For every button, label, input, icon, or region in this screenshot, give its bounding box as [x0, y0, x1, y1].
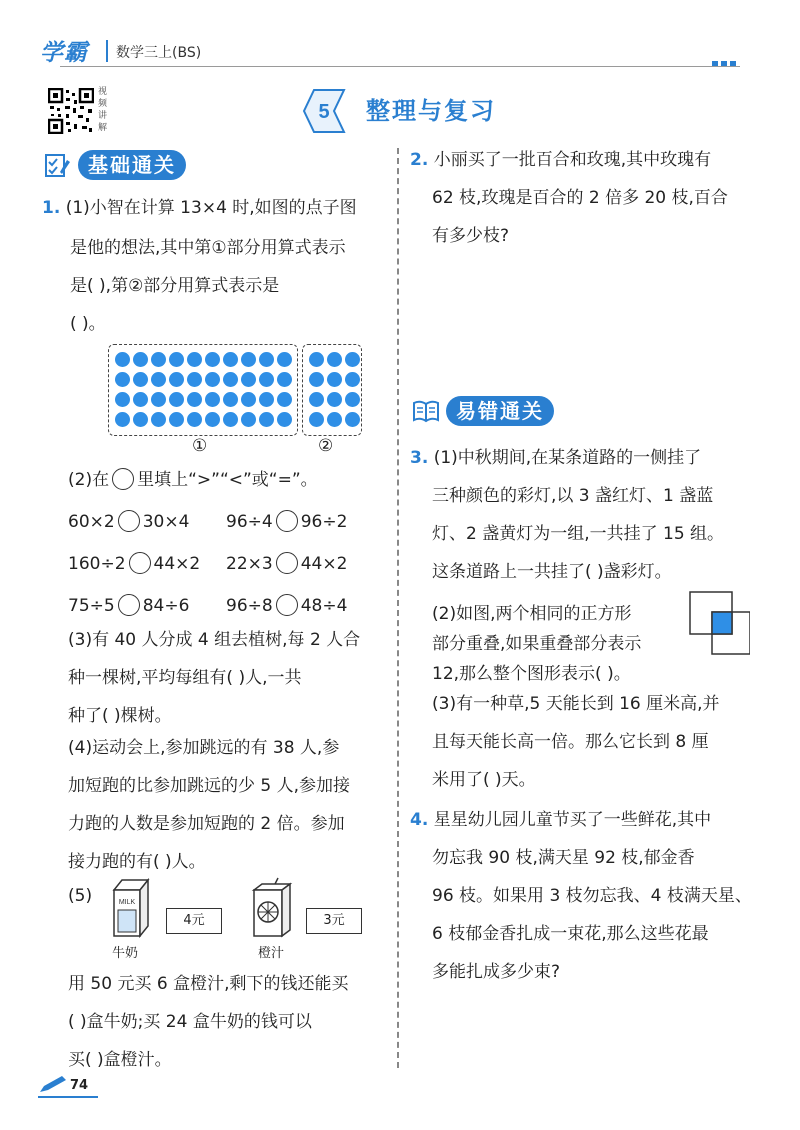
dot — [151, 352, 166, 367]
q1-p5-line3: 买( )盒橙汁。 — [68, 1050, 172, 1070]
footer-rule — [38, 1096, 98, 1098]
dot — [223, 352, 238, 367]
dot — [327, 372, 342, 387]
q1-p5-label: (5) — [68, 886, 93, 906]
dot — [169, 412, 184, 427]
q1-p4-line1: (4)运动会上,参加跳远的有 38 人,参 — [68, 738, 340, 758]
dot-label-2: ② — [318, 436, 334, 456]
q3-p2-line3: 12,那么整个图形表示( )。 — [432, 664, 631, 684]
comparison-row — [226, 594, 347, 616]
header-rule — [60, 66, 740, 67]
section-title-basic: 基础通关 — [78, 150, 186, 180]
q3-p2-line1: (2)如图,两个相同的正方形 — [432, 604, 632, 624]
dot — [151, 372, 166, 387]
q4-line5: 多能扎成多少束? — [432, 962, 561, 982]
dot — [327, 352, 342, 367]
expr: 30×4 — [142, 512, 190, 532]
dot — [223, 392, 238, 407]
answer-circle[interactable] — [276, 552, 298, 574]
dot — [133, 372, 148, 387]
dot — [345, 352, 360, 367]
q2-text-1: 小丽买了一批百合和玫瑰,其中玫瑰有 — [433, 150, 712, 170]
dot — [115, 392, 130, 407]
dot — [309, 352, 324, 367]
dot-label-1: ① — [192, 436, 208, 456]
answer-circle[interactable] — [118, 594, 140, 616]
page-number: 74 — [70, 1078, 89, 1093]
q1-part2-intro — [68, 460, 318, 500]
dot — [277, 412, 292, 427]
expr: 96÷8 — [226, 596, 273, 616]
dot — [277, 352, 292, 367]
section-title-mistakes: 易错通关 — [446, 396, 554, 426]
dot — [309, 392, 324, 407]
dot — [187, 412, 202, 427]
q3-line1 — [410, 438, 701, 478]
q3-p2-line2: 部分重叠,如果重叠部分表示 — [432, 634, 642, 654]
dot — [205, 372, 220, 387]
juice-price-tag: 3元 — [306, 908, 362, 934]
q1-p2-intro-a: (2)在 — [68, 470, 110, 490]
answer-circle[interactable] — [276, 510, 298, 532]
dot — [133, 412, 148, 427]
q1-p1-line4: ( )。 — [70, 314, 106, 334]
dot — [259, 352, 274, 367]
dot — [241, 392, 256, 407]
dot — [277, 372, 292, 387]
header-decoration — [712, 52, 739, 71]
q2-line1 — [410, 140, 711, 180]
qr-code-icon[interactable] — [48, 88, 94, 134]
dot — [309, 412, 324, 427]
q1-p3-line2: 种一棵树,平均每组有( )人,一共 — [68, 668, 302, 688]
dot — [205, 412, 220, 427]
q3-p1-line2: 三种颜色的彩灯,以 3 盏红灯、1 盏蓝 — [432, 486, 714, 506]
dot — [223, 412, 238, 427]
milk-box-text: MILK — [118, 899, 136, 906]
q1-p1-line3: 是( ),第②部分用算式表示是 — [70, 276, 280, 296]
dot — [345, 392, 360, 407]
dot — [259, 412, 274, 427]
question-number: 1. — [42, 198, 61, 218]
expr: 48÷4 — [300, 596, 348, 616]
dot — [241, 372, 256, 387]
qr-video-label: 视频讲解 — [98, 87, 108, 133]
dot — [151, 412, 166, 427]
dot — [187, 352, 202, 367]
dot — [223, 372, 238, 387]
answer-circle[interactable] — [112, 468, 134, 490]
q1-part1 — [42, 188, 357, 228]
expr: 44×2 — [300, 554, 348, 574]
comparison-row — [226, 510, 347, 532]
brand-logo: 学霸 — [40, 40, 88, 66]
answer-circle[interactable] — [118, 510, 140, 532]
q4-text-1: 星星幼儿园儿童节买了一些鲜花,其中 — [433, 810, 712, 830]
dot — [241, 352, 256, 367]
expr: 60×2 — [68, 512, 115, 532]
q1-p3-line1: (3)有 40 人分成 4 组去植树,每 2 人合 — [68, 630, 361, 650]
expr: 44×2 — [153, 554, 201, 574]
q1-p5-line2: ( )盒牛奶;买 24 盒牛奶的钱可以 — [68, 1012, 312, 1032]
dot — [187, 392, 202, 407]
expr: 84÷6 — [142, 596, 190, 616]
dot — [151, 392, 166, 407]
dot — [259, 372, 274, 387]
q1-p4-line2: 加短跑的比参加跳远的少 5 人,参加接 — [68, 776, 351, 796]
dot — [115, 412, 130, 427]
dot — [309, 372, 324, 387]
q1-p2-intro-b: 里填上“>”“<”或“=”。 — [137, 470, 318, 490]
dot — [169, 352, 184, 367]
comparison-row — [68, 510, 189, 532]
book-title: 数学三上(BS) — [116, 45, 202, 61]
dot — [205, 352, 220, 367]
milk-price-tag: 4元 — [166, 908, 222, 934]
dot — [205, 392, 220, 407]
q1-p4-line4: 接力跑的有( )人。 — [68, 852, 206, 872]
comparison-row — [68, 552, 200, 574]
milk-carton-icon — [104, 876, 160, 940]
q3-p1-line1: (1)中秋期间,在某条道路的一侧挂了 — [433, 448, 702, 468]
answer-circle[interactable] — [129, 552, 151, 574]
answer-circle[interactable] — [276, 594, 298, 616]
q2-line3: 有多少枝? — [432, 226, 510, 246]
dot — [327, 412, 342, 427]
q1-p5-line1: 用 50 元买 6 盒橙汁,剩下的钱还能买 — [68, 974, 349, 994]
q4-line1 — [410, 800, 711, 840]
q1-p4-line3: 力跑的人数是参加短跑的 2 倍。参加 — [68, 814, 345, 834]
q3-p3-line1: (3)有一种草,5 天能长到 16 厘米高,并 — [432, 694, 720, 714]
dot — [259, 392, 274, 407]
comparison-row — [68, 594, 189, 616]
dot — [187, 372, 202, 387]
q1-p1-line2: 是他的想法,其中第①部分用算式表示 — [70, 238, 346, 258]
logo-divider — [106, 40, 108, 62]
q1-p3-line3: 种了( )棵树。 — [68, 706, 172, 726]
expr: 75÷5 — [68, 596, 115, 616]
expr: 160÷2 — [68, 554, 126, 574]
unit-number: 5 — [318, 101, 330, 123]
q4-line4: 6 枝郁金香扎成一束花,那么这些花最 — [432, 924, 709, 944]
dot — [277, 392, 292, 407]
unit-title: 整理与复习 — [366, 97, 496, 125]
juice-label: 橙汁 — [258, 946, 285, 961]
q3-p1-line4: 这条道路上一共挂了( )盏彩灯。 — [432, 562, 672, 582]
question-number: 2. — [410, 150, 429, 170]
column-divider — [397, 148, 399, 1068]
expr: 22×3 — [226, 554, 273, 574]
dot — [169, 372, 184, 387]
q3-p3-line3: 米用了( )天。 — [432, 770, 536, 790]
dot-grid-figure — [108, 344, 368, 438]
q2-line2: 62 枝,玫瑰是百合的 2 倍多 20 枝,百合 — [432, 188, 728, 208]
question-number: 3. — [410, 448, 429, 468]
q1-p1-line1: (1)小智在计算 13×4 时,如图的点子图 — [65, 198, 357, 218]
milk-label: 牛奶 — [112, 946, 139, 961]
q3-p1-line3: 灯、2 盏黄灯为一组,一共挂了 15 组。 — [432, 524, 725, 544]
q4-line3: 96 枝。如果用 3 枝勿忘我、4 枝满天星、 — [432, 886, 752, 906]
q4-line2: 勿忘我 90 枝,满天星 92 枝,郁金香 — [432, 848, 695, 868]
expr: 96÷2 — [300, 512, 348, 532]
expr: 96÷4 — [226, 512, 273, 532]
checklist-icon — [44, 152, 72, 178]
comparison-row — [226, 552, 347, 574]
juice-box-icon — [248, 876, 300, 940]
unit-number-badge — [300, 88, 346, 134]
dot — [345, 372, 360, 387]
dot — [115, 372, 130, 387]
pencil-icon — [38, 1074, 68, 1094]
dot — [241, 412, 256, 427]
dot — [133, 392, 148, 407]
dot — [327, 392, 342, 407]
q3-p3-line2: 且每天能长高一倍。那么它长到 8 厘 — [432, 732, 709, 752]
dot — [169, 392, 184, 407]
dot — [115, 352, 130, 367]
overlapping-squares-figure — [688, 590, 750, 656]
open-book-icon — [412, 398, 440, 424]
dot — [345, 412, 360, 427]
dot — [133, 352, 148, 367]
question-number: 4. — [410, 810, 429, 830]
